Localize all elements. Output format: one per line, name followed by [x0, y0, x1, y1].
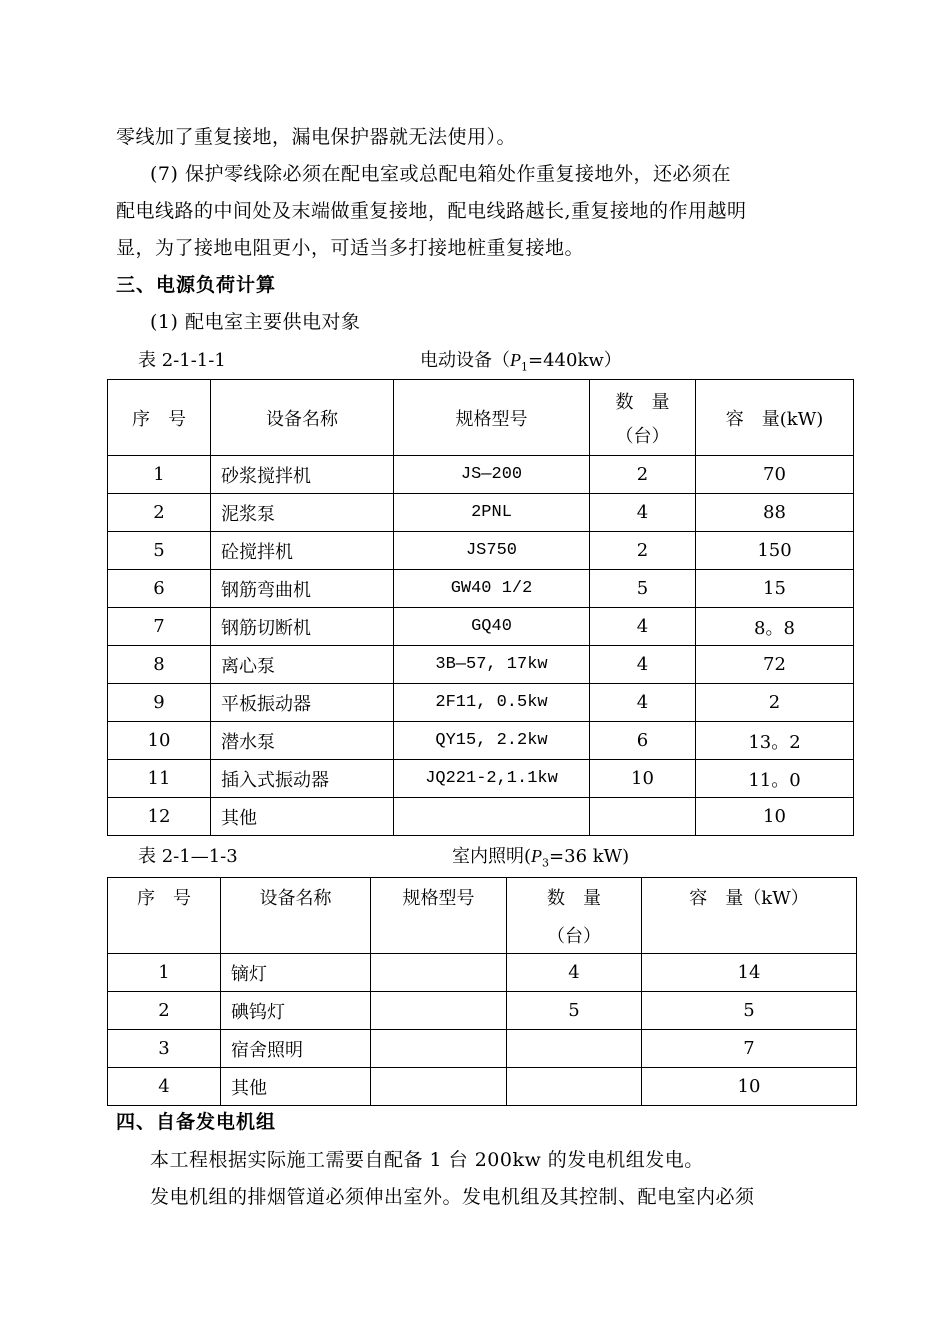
- table-row: [108, 1030, 857, 1068]
- table2-title-var: P: [531, 846, 543, 866]
- table-cell: 2: [696, 684, 854, 722]
- table2-title-sub: 3: [542, 856, 550, 870]
- table-cell: 88: [696, 494, 854, 532]
- table-cell: GW40 1/2: [394, 570, 590, 608]
- table-cell: 4: [507, 954, 642, 992]
- table-cell: 5: [590, 570, 696, 608]
- table-cell: 砼搅拌机: [211, 532, 394, 570]
- table-cell: 7: [642, 1030, 857, 1068]
- table-cell: 2: [108, 992, 221, 1030]
- table-cell: 砂浆搅拌机: [211, 456, 394, 494]
- table1-title-sub: 1: [521, 360, 528, 374]
- table-cell: 钢筋切断机: [211, 608, 394, 646]
- table-cell: [507, 1068, 642, 1106]
- table-row: [108, 954, 857, 992]
- paragraph-line: 显，为了接地电阻更小，可适当多打接地桩重复接地。: [116, 237, 585, 259]
- table-cell: 泥浆泵: [211, 494, 394, 532]
- table-cell: 4: [590, 684, 696, 722]
- paragraph-line: 配电线路的中间处及末端做重复接地，配电线路越长,重复接地的作用越明: [116, 200, 747, 222]
- subsection-title: (1) 配电室主要供电对象: [150, 311, 361, 333]
- table-cell: 2: [590, 532, 696, 570]
- table-row: [108, 760, 854, 798]
- table-cell: QY15, 2.2kw: [394, 722, 590, 760]
- table-row: [108, 494, 854, 532]
- table-cell: 3: [108, 1030, 221, 1068]
- table-cell: 2PNL: [394, 494, 590, 532]
- table-cell: 1: [108, 954, 221, 992]
- table2-title: [452, 842, 629, 870]
- table-cell: 6: [590, 722, 696, 760]
- table-row: [108, 722, 854, 760]
- table-cell: [371, 1030, 507, 1068]
- table-cell: 7: [108, 608, 211, 646]
- header-cell: 序 号: [108, 380, 211, 456]
- table-cell: 14: [642, 954, 857, 992]
- table-cell: 2: [590, 456, 696, 494]
- table-cell: 钢筋弯曲机: [211, 570, 394, 608]
- table-row: [108, 1068, 857, 1106]
- table-cell: 镝灯: [221, 954, 371, 992]
- header-cell: 设备名称: [211, 380, 394, 456]
- table-cell: JS750: [394, 532, 590, 570]
- table-cell: [507, 1030, 642, 1068]
- table1-title-var: P: [510, 350, 521, 370]
- header-line: 数 量: [547, 888, 601, 909]
- table-cell: 8。8: [696, 608, 854, 646]
- table-cell: 2: [108, 494, 211, 532]
- table-cell: 碘钨灯: [221, 992, 371, 1030]
- table-cell: 11。0: [696, 760, 854, 798]
- table-row: [108, 646, 854, 684]
- table-cell: 宿舍照明: [221, 1030, 371, 1068]
- table-cell: 3B—57, 17kw: [394, 646, 590, 684]
- table-cell: [394, 798, 590, 836]
- table-cell: 4: [590, 494, 696, 532]
- table-cell: 10: [642, 1068, 857, 1106]
- table-cell: 12: [108, 798, 211, 836]
- table-cell: GQ40: [394, 608, 590, 646]
- table-cell: 72: [696, 646, 854, 684]
- table2-title-suffix: =36 kW): [549, 846, 630, 867]
- table-cell: 4: [590, 646, 696, 684]
- header-cell: 规格型号: [394, 380, 590, 456]
- table-cell: 6: [108, 570, 211, 608]
- paragraph-line: 本工程根据实际施工需要自配备 1 台 200kw 的发电机组发电。: [150, 1149, 704, 1171]
- header-cell: [590, 380, 696, 456]
- table-cell: 1: [108, 456, 211, 494]
- table2-title-prefix: 室内照明(: [452, 846, 532, 867]
- table-cell: 4: [108, 1068, 221, 1106]
- table-cell: 其他: [211, 798, 394, 836]
- header-line: （台）: [615, 425, 670, 447]
- header-cell: 容 量（kW）: [642, 878, 857, 954]
- header-line: （台）: [547, 926, 601, 947]
- table-cell: [371, 1068, 507, 1106]
- table-row: [108, 608, 854, 646]
- table-header-row: [108, 380, 854, 456]
- table-cell: 10: [696, 798, 854, 836]
- header-line: 数 量: [615, 391, 670, 413]
- table-cell: [590, 798, 696, 836]
- table1-title-prefix: 电动设备（: [420, 350, 510, 371]
- table-cell: 2F11, 0.5kw: [394, 684, 590, 722]
- table-row: [108, 456, 854, 494]
- paragraph-line: 零线加了重复接地，漏电保护器就无法使用）。: [116, 126, 517, 148]
- table-cell: 5: [507, 992, 642, 1030]
- table-row: [108, 798, 854, 836]
- table-cell: 5: [108, 532, 211, 570]
- table2-label: 表 2-1—1-3: [138, 846, 238, 867]
- paragraph-line: 发电机组的排烟管道必须伸出室外。发电机组及其控制、配电室内必须: [150, 1186, 755, 1208]
- table-cell: 11: [108, 760, 211, 798]
- table-cell: 4: [590, 608, 696, 646]
- header-cell: 规格型号: [371, 878, 507, 954]
- header-cell: 容 量(kW): [696, 380, 854, 456]
- table-cell: 离心泵: [211, 646, 394, 684]
- table-cell: 8: [108, 646, 211, 684]
- table-row: [108, 532, 854, 570]
- table-row: [108, 992, 857, 1030]
- table-electric-equipment: [107, 379, 854, 836]
- table-header-row: [108, 878, 857, 954]
- header-cell: 序 号: [108, 878, 221, 954]
- table-cell: 平板振动器: [211, 684, 394, 722]
- table-cell: 其他: [221, 1068, 371, 1106]
- table-cell: 13。2: [696, 722, 854, 760]
- table-cell: 10: [108, 722, 211, 760]
- table-cell: JS—200: [394, 456, 590, 494]
- table1-label: 表 2-1-1-1: [138, 350, 226, 371]
- table1-title-suffix: =440kw）: [528, 350, 622, 371]
- table-cell: 10: [590, 760, 696, 798]
- table-row: [108, 570, 854, 608]
- table-cell: 150: [696, 532, 854, 570]
- section-heading: 四、自备发电机组: [116, 1111, 277, 1133]
- table-cell: [371, 992, 507, 1030]
- header-cell: [507, 878, 642, 954]
- paragraph-line: (7) 保护零线除必须在配电室或总配电箱处作重复接地外，还必须在: [150, 163, 731, 185]
- table-cell: 潜水泵: [211, 722, 394, 760]
- table-row: [108, 684, 854, 722]
- table-cell: 15: [696, 570, 854, 608]
- section-heading: 三、电源负荷计算: [116, 274, 277, 296]
- table-cell: 5: [642, 992, 857, 1030]
- table-cell: 9: [108, 684, 211, 722]
- table-indoor-lighting: [107, 877, 857, 1106]
- table1-title: [420, 346, 622, 374]
- table-cell: JQ221-2,1.1kw: [394, 760, 590, 798]
- header-cell: 设备名称: [221, 878, 371, 954]
- table-cell: 插入式振动器: [211, 760, 394, 798]
- table-cell: 70: [696, 456, 854, 494]
- table-cell: [371, 954, 507, 992]
